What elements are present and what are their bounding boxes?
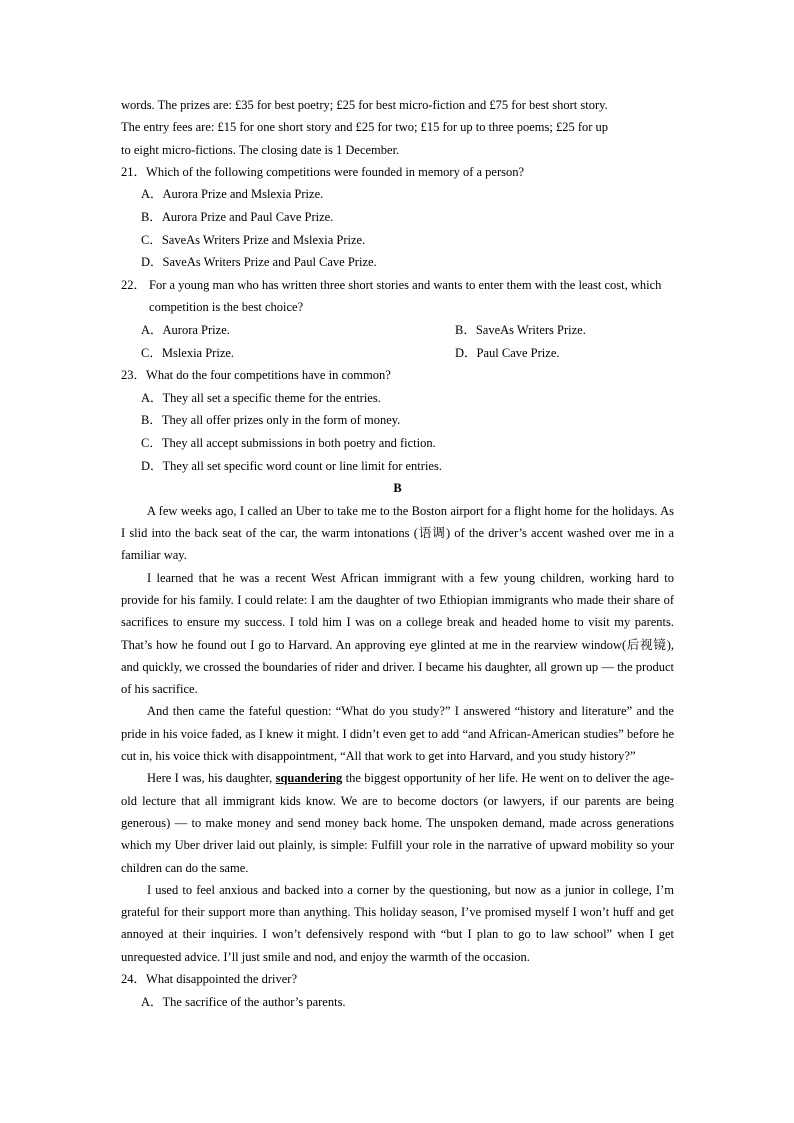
- q24-option-a: A．The sacrifice of the author’s parents.: [141, 994, 346, 1009]
- passage-paragraph-1: A few weeks ago, I called an Uber to take me to the Boston airport for a flight home for the holidays. As I slid into the back seat of the car, the warm intonations (语调) of the driver’s accent washed over me in a familiar way.: [121, 503, 674, 563]
- question-text: What do the four competitions have in common?: [146, 368, 391, 383]
- q22-option-c: C．Mslexia Prize.: [141, 345, 235, 360]
- passage-paragraph-3: And then came the fateful question: “What do you study?” I answered “history and literature” and the pride in his voice faded, as I knew it might. I didn’t even get to add “and African-American studies” before he cut in, his voice thick with disappointment, “All that work to get into Harvard, and you study history?”: [121, 704, 674, 764]
- q21-option-c: C．SaveAs Writers Prize and Mslexia Prize.: [141, 232, 366, 247]
- intro-line-2: The entry fees are: £15 for one short story and £25 for two; £15 for up to three poems; £25 for up: [121, 120, 609, 135]
- question-text: What disappointed the driver?: [146, 972, 298, 987]
- paragraph-4-end: the biggest opportunity of her life. He went on to deliver the age-old lecture that all immigrant kids know. We are to become doctors (or lawyers, if our parents are being generous) — to make money and send money back home. The unspoken demand, made across generations which my Uber driver laid out plainly, is simple: Fulfill your role in the narrative of upward mobility so your children can do the same.: [121, 771, 674, 875]
- passage-paragraph-4: [121, 767, 674, 878]
- question-number: 21．: [121, 164, 147, 179]
- q22-option-b: B．SaveAs Writers Prize.: [455, 323, 586, 338]
- passage-paragraph-2: I learned that he was a recent West African immigrant with a few young children, working hard to provide for his family. I could relate: I am the daughter of two Ethiopian immigrants who made their share of sacrifices to ensure my success. I told him I was on a college break and headed home to visit my parents. That’s how he found out I go to Harvard. An approving eye glinted at me in the rearview window(后视镜), and quickly, we crossed the boundaries of rider and driver. I became his daughter, all grown up — the product of his sacrifice.: [121, 570, 674, 697]
- q21-option-b: B．Aurora Prize and Paul Cave Prize.: [141, 210, 334, 225]
- passage-paragraph-5: I used to feel anxious and backed into a corner by the questioning, but now as a junior in college, I’m grateful for their support more than anything. This holiday season, I’ve promised myself I won’t huff and get annoyed at their inquiries. I won’t defensively respond with “but I plan to go to law school” when I get unrequested advice. I’ll just smile and nod, and enjoy the warmth of the occasion.: [121, 882, 674, 964]
- q22-option-a: A．Aurora Prize.: [141, 323, 230, 338]
- intro-line-3: to eight micro-fictions. The closing date is 1 December.: [121, 142, 400, 157]
- q21-option-d: D．SaveAs Writers Prize and Paul Cave Prize.: [141, 255, 377, 270]
- q21-option-a: A．Aurora Prize and Mslexia Prize.: [141, 187, 324, 202]
- question-22: [121, 274, 674, 319]
- paragraph-4-start: Here I was, his daughter,: [147, 771, 276, 786]
- question-text: Which of the following competitions were founded in memory of a person?: [146, 164, 525, 179]
- question-24: [121, 968, 674, 991]
- q23-option-b: B．They all offer prizes only in the form of money.: [141, 413, 401, 428]
- question-number: 23．: [121, 368, 147, 383]
- underlined-word: squandering: [275, 771, 343, 786]
- question-number: 24．: [121, 972, 147, 987]
- question-21: [121, 161, 674, 184]
- section-label: B: [393, 481, 402, 496]
- q23-option-c: C．They all accept submissions in both poetry and fiction.: [141, 436, 436, 451]
- question-number: 22．: [121, 277, 147, 292]
- q22-options-row-1: [121, 319, 674, 342]
- q23-option-d: D．They all set specific word count or line limit for entries.: [141, 458, 442, 473]
- intro-line-1: words. The prizes are: £35 for best poetry; £25 for best micro-fiction and £75 for best short story.: [121, 98, 608, 112]
- q22-option-d: D．Paul Cave Prize.: [455, 345, 560, 360]
- exam-page: [121, 94, 674, 1013]
- question-text: For a young man who has written three short stories and wants to enter them with the least cost, which competition is the best choice?: [149, 277, 662, 315]
- question-23: [121, 364, 674, 387]
- q23-option-a: A．They all set a specific theme for the entries.: [141, 390, 381, 405]
- q22-options-row-2: [121, 342, 674, 365]
